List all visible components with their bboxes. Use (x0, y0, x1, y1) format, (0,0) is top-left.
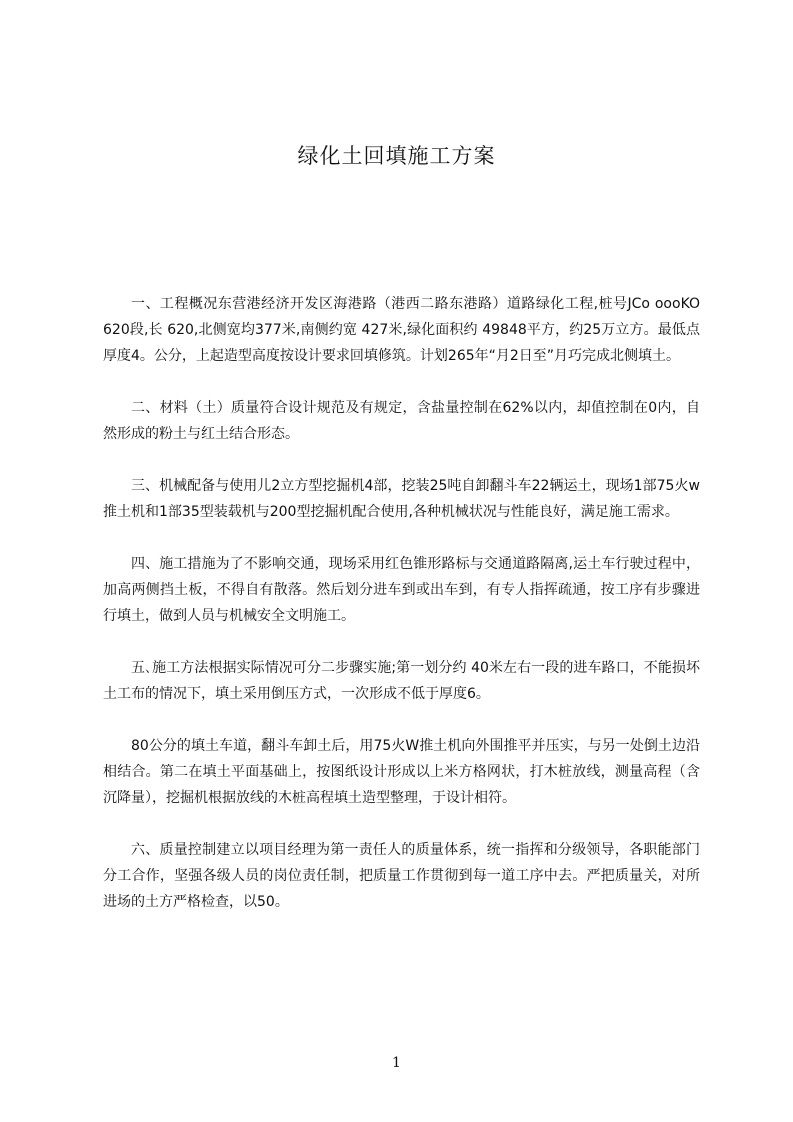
document-body (103, 291, 700, 915)
paragraph-measures: 四、施工措施为了不影响交通，现场采用红色锥形路标与交通道路隔离,运土车行驶过程中，加高两侧挡土板，不得自有散落。然后划分进车到或出车到，有专人指挥疏通，按工序有步骤进行填土，做到人员与机械安全文明施工。 (103, 556, 700, 624)
document-title: 绿化土回填施工方案 (297, 144, 496, 168)
paragraph-materials: 二、材料（土）质量符合设计规范及有规定，含盐量控制在62%以内，却值控制在0内，自然形成的粉土与红土结合形态。 (103, 400, 700, 442)
paragraph-methods-continued: 80公分的填土车道，翻斗车卸土后，用75火W推土机向外围推平并压实，与另一处倒土边沿相结合。第二在填土平面基础上，按图纸设计形成以上米方格网状，打木桩放线，测量高程（含沉降量），挖掘机根据放线的木桩高程填土造型整理，于设计相符。 (103, 738, 700, 806)
paragraph-quality-control: 六、质量控制建立以项目经理为第一责任人的质量体系，统一指挥和分级领导，各职能部门分工合作，坚强各级人员的岗位责任制，把质量工作贯彻到每一道工序中去。严把质量关，对所进场的土方严格检查，以50。 (103, 842, 700, 910)
paragraph-methods: 五､施工方法根据实际情况可分二步骤实施;第一划分约 40米左右一段的进车路口，不能损坏土工布的情况下，填土采用倒压方式，一次形成不低于厚度6。 (103, 660, 700, 702)
paragraph-machinery: 三、机械配备与使用儿2立方型挖掘机4部，挖装25吨自卸翻斗车22辆运土，现场1部75火w推土机和1部35型装载机与200型挖掘机配合使用,各种机械状况与性能良好，满足施工需求。 (103, 478, 700, 520)
page-number: 1 (392, 1055, 401, 1071)
paragraph-overview: 一、工程概况东营港经济开发区海港路（港西二路东港路）道路绿化工程,桩号JCo oooKO 620段,长 620,北侧宽均377米,南侧约宽 427米,绿化面积约 49848平方，约25万立方。最低点厚度4。公分，上起造型高度按设计要求回填修筑。计划265年“月2日至”月巧完成北侧填土。 (103, 296, 700, 364)
